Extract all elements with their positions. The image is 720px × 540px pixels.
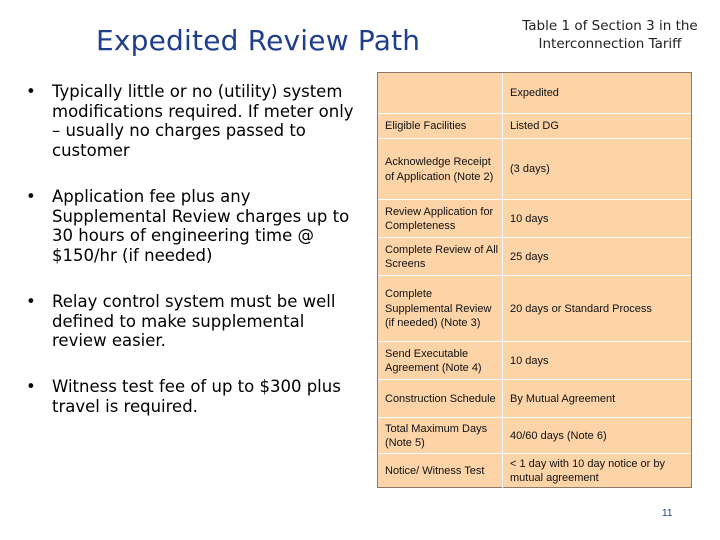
table-header-cell bbox=[385, 73, 499, 113]
table-row bbox=[378, 113, 691, 139]
bullet-text: Typically little or no (utility) system modifications required. If meter only – usually no charges passed to customer bbox=[52, 82, 354, 160]
table-cell-step: Review Application for Completeness bbox=[385, 205, 494, 232]
table-cell-timeline: 40/60 days (Note 6) bbox=[502, 418, 687, 454]
table-row bbox=[378, 379, 691, 418]
bullet-marker: • bbox=[26, 187, 36, 206]
table-cell-timeline: 10 days bbox=[502, 342, 687, 380]
bullet-item bbox=[26, 377, 361, 416]
table-cell-timeline: By Mutual Agreement bbox=[502, 380, 687, 418]
page-number: 11 bbox=[662, 508, 673, 519]
page-title: Expedited Review Path bbox=[96, 24, 421, 57]
table-row bbox=[378, 453, 691, 488]
table-cell-timeline: (3 days) bbox=[502, 139, 687, 200]
table-cell-step: Send Executable Agreement (Note 4) bbox=[385, 347, 482, 374]
table-cell-timeline: 20 days or Standard Process bbox=[502, 276, 687, 342]
table-row bbox=[378, 237, 691, 276]
table-cell-timeline: < 1 day with 10 day notice or by mutual agreement bbox=[502, 454, 687, 488]
bullet-marker: • bbox=[26, 82, 36, 101]
bullet-text: Application fee plus any Supplemental Review charges up to 30 hours of engineering time @ $150/hr (if needed) bbox=[52, 187, 350, 265]
table-cell-step: Complete Review of All Screens bbox=[385, 243, 499, 270]
table-cell-step: Complete Supplemental Review (if needed) (Note 3) bbox=[385, 288, 492, 330]
table-header-row bbox=[378, 73, 691, 113]
table-row bbox=[378, 341, 691, 380]
table-row bbox=[378, 138, 691, 200]
review-timeline-table bbox=[377, 72, 692, 488]
bullet-item bbox=[26, 187, 361, 265]
table-cell-timeline: 25 days bbox=[502, 238, 687, 276]
bullet-item bbox=[26, 82, 361, 160]
table-row bbox=[378, 417, 691, 454]
table-cell-timeline: Listed DG bbox=[502, 114, 687, 139]
table-cell-step: Notice/ Witness Test bbox=[385, 464, 485, 477]
bullet-text: Witness test fee of up to $300 plus travel is required. bbox=[52, 377, 341, 416]
table-cell-step: Eligible Facilities bbox=[385, 120, 467, 133]
table-caption: Table 1 of Section 3 in the Interconnection Tariff bbox=[522, 18, 698, 52]
table-cell-step: Total Maximum Days (Note 5) bbox=[385, 422, 488, 449]
bullet-marker: • bbox=[26, 292, 36, 311]
table-cell-step: Construction Schedule bbox=[385, 392, 496, 405]
table-cell-timeline: 10 days bbox=[502, 200, 687, 238]
table-cell-step: Acknowledge Receipt of Application (Note 2) bbox=[385, 156, 494, 183]
bullet-marker: • bbox=[26, 377, 36, 396]
table-row bbox=[378, 199, 691, 238]
bullet-text: Relay control system must be well defined to make supplemental review easier. bbox=[52, 292, 336, 350]
table-header-cell: Expedited bbox=[502, 73, 687, 113]
table-row bbox=[378, 275, 691, 342]
bullet-item bbox=[26, 292, 361, 351]
